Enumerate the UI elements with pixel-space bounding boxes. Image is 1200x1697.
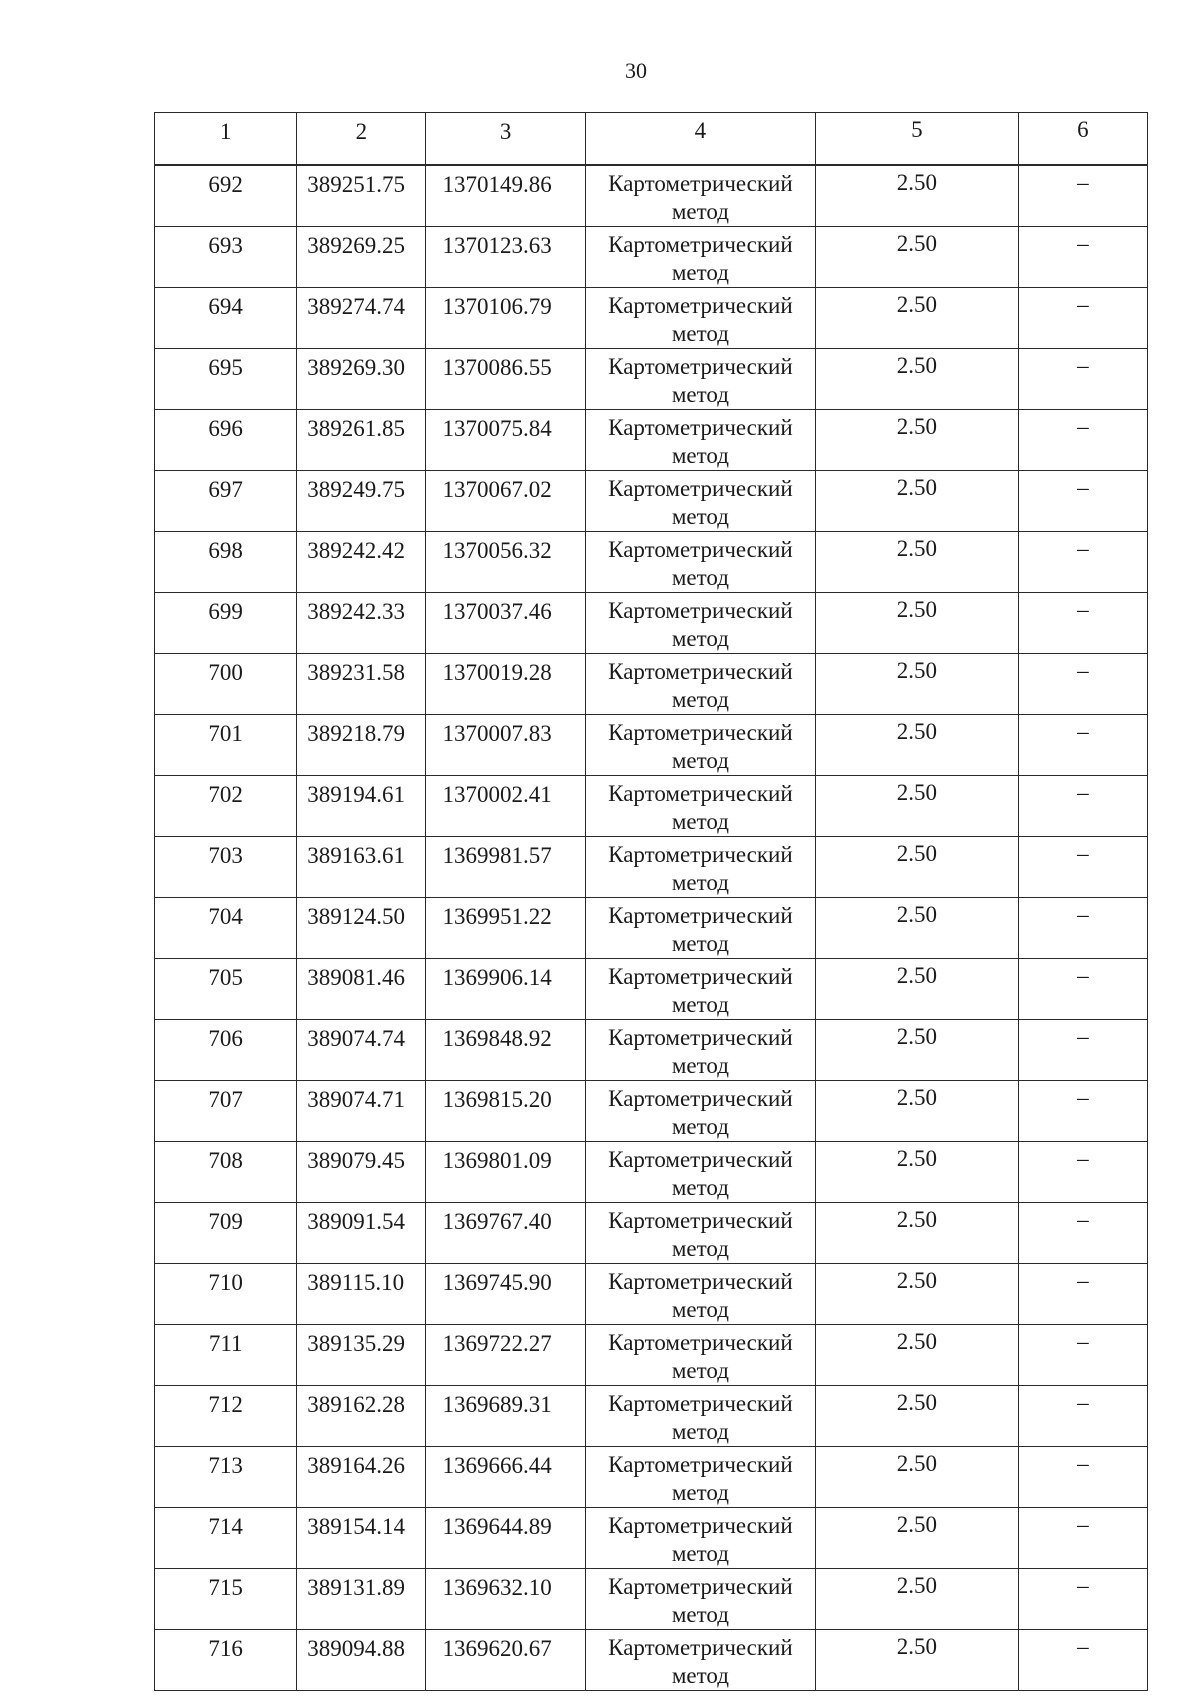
method-line-2: метод <box>671 1296 729 1322</box>
method-cell <box>585 775 815 836</box>
method-cell <box>585 531 815 592</box>
point-number-cell: 711 <box>155 1324 297 1385</box>
table-header <box>155 113 1148 165</box>
method-line-1: Картометрический <box>608 841 793 867</box>
y-coordinate-cell: 1369722.27 <box>426 1324 585 1385</box>
method-cell <box>585 592 815 653</box>
point-number-cell: 700 <box>155 653 297 714</box>
accuracy-cell: 2.50 <box>815 1629 1018 1690</box>
note-cell: – <box>1018 714 1147 775</box>
y-coordinate-cell: 1370086.55 <box>426 348 585 409</box>
table-row <box>155 226 1148 287</box>
method-line-2: метод <box>671 930 729 956</box>
method-line-2: метод <box>671 1174 729 1200</box>
table-row <box>155 1629 1148 1690</box>
note-cell: – <box>1018 1019 1147 1080</box>
method-cell <box>585 1507 815 1568</box>
y-coordinate-cell: 1370075.84 <box>426 409 585 470</box>
x-coordinate-cell: 389154.14 <box>297 1507 426 1568</box>
y-coordinate-cell: 1369815.20 <box>426 1080 585 1141</box>
x-coordinate-cell: 389091.54 <box>297 1202 426 1263</box>
method-cell <box>585 1080 815 1141</box>
point-number-cell: 716 <box>155 1629 297 1690</box>
y-coordinate-cell: 1370019.28 <box>426 653 585 714</box>
accuracy-cell: 2.50 <box>815 1324 1018 1385</box>
table-row <box>155 531 1148 592</box>
x-coordinate-cell: 389124.50 <box>297 897 426 958</box>
point-number-cell: 705 <box>155 958 297 1019</box>
table-row <box>155 1141 1148 1202</box>
accuracy-cell: 2.50 <box>815 1507 1018 1568</box>
method-line-1: Картометрический <box>608 292 793 318</box>
method-cell <box>585 226 815 287</box>
header-row <box>155 113 1148 165</box>
y-coordinate-cell: 1370056.32 <box>426 531 585 592</box>
accuracy-cell: 2.50 <box>815 1202 1018 1263</box>
table-row <box>155 165 1148 227</box>
page-number: 30 <box>625 58 647 83</box>
note-cell: – <box>1018 1324 1147 1385</box>
table-row <box>155 470 1148 531</box>
note-cell: – <box>1018 592 1147 653</box>
method-cell <box>585 1141 815 1202</box>
point-number-cell: 704 <box>155 897 297 958</box>
point-number-cell: 709 <box>155 1202 297 1263</box>
x-coordinate-cell: 389218.79 <box>297 714 426 775</box>
table-body <box>155 165 1148 1691</box>
accuracy-cell: 2.50 <box>815 470 1018 531</box>
x-coordinate-cell: 389269.25 <box>297 226 426 287</box>
y-coordinate-cell: 1369689.31 <box>426 1385 585 1446</box>
x-coordinate-cell: 389163.61 <box>297 836 426 897</box>
method-cell <box>585 1263 815 1324</box>
x-coordinate-cell: 389242.33 <box>297 592 426 653</box>
method-line-1: Картометрический <box>608 414 793 440</box>
y-coordinate-cell: 1370123.63 <box>426 226 585 287</box>
table-row <box>155 958 1148 1019</box>
method-line-1: Картометрический <box>608 231 793 257</box>
accuracy-cell: 2.50 <box>815 531 1018 592</box>
point-number-cell: 710 <box>155 1263 297 1324</box>
y-coordinate-cell: 1369644.89 <box>426 1507 585 1568</box>
note-cell: – <box>1018 775 1147 836</box>
note-cell: – <box>1018 1446 1147 1507</box>
note-cell: – <box>1018 1141 1147 1202</box>
accuracy-cell: 2.50 <box>815 1568 1018 1629</box>
point-number-cell: 706 <box>155 1019 297 1080</box>
accuracy-cell: 2.50 <box>815 592 1018 653</box>
point-number-cell: 693 <box>155 226 297 287</box>
accuracy-cell: 2.50 <box>815 714 1018 775</box>
method-line-1: Картометрический <box>608 1634 793 1660</box>
y-coordinate-cell: 1369801.09 <box>426 1141 585 1202</box>
accuracy-cell: 2.50 <box>815 1019 1018 1080</box>
method-cell <box>585 470 815 531</box>
method-cell <box>585 958 815 1019</box>
method-cell <box>585 897 815 958</box>
header-col-2: 2 <box>297 113 426 165</box>
y-coordinate-cell: 1370037.46 <box>426 592 585 653</box>
y-coordinate-cell: 1369848.92 <box>426 1019 585 1080</box>
note-cell: – <box>1018 1202 1147 1263</box>
table-row <box>155 1446 1148 1507</box>
point-number-cell: 697 <box>155 470 297 531</box>
method-cell <box>585 1385 815 1446</box>
x-coordinate-cell: 389251.75 <box>297 165 426 227</box>
y-coordinate-cell: 1370149.86 <box>426 165 585 227</box>
table-row <box>155 1324 1148 1385</box>
note-cell: – <box>1018 287 1147 348</box>
method-line-1: Картометрический <box>608 597 793 623</box>
x-coordinate-cell: 389242.42 <box>297 531 426 592</box>
method-line-1: Картометрический <box>608 353 793 379</box>
method-line-2: метод <box>671 320 729 346</box>
y-coordinate-cell: 1370002.41 <box>426 775 585 836</box>
method-cell <box>585 348 815 409</box>
method-cell <box>585 409 815 470</box>
method-cell <box>585 1324 815 1385</box>
method-line-1: Картометрический <box>608 719 793 745</box>
x-coordinate-cell: 389081.46 <box>297 958 426 1019</box>
method-cell <box>585 1446 815 1507</box>
method-line-2: метод <box>671 1235 729 1261</box>
x-coordinate-cell: 389162.28 <box>297 1385 426 1446</box>
accuracy-cell: 2.50 <box>815 409 1018 470</box>
x-coordinate-cell: 389261.85 <box>297 409 426 470</box>
point-number-cell: 698 <box>155 531 297 592</box>
method-line-1: Картометрический <box>608 1268 793 1294</box>
x-coordinate-cell: 389194.61 <box>297 775 426 836</box>
note-cell: – <box>1018 165 1147 227</box>
method-line-1: Картометрический <box>608 1085 793 1111</box>
method-line-2: метод <box>671 991 729 1017</box>
method-cell <box>585 1629 815 1690</box>
method-cell <box>585 714 815 775</box>
header-col-3: 3 <box>426 113 585 165</box>
method-line-2: метод <box>671 442 729 468</box>
method-line-1: Картометрический <box>608 475 793 501</box>
accuracy-cell: 2.50 <box>815 1080 1018 1141</box>
method-line-2: метод <box>671 198 729 224</box>
method-line-1: Картометрический <box>608 1024 793 1050</box>
method-line-2: метод <box>671 808 729 834</box>
table-row <box>155 1568 1148 1629</box>
method-line-1: Картометрический <box>608 536 793 562</box>
y-coordinate-cell: 1369767.40 <box>426 1202 585 1263</box>
note-cell: – <box>1018 897 1147 958</box>
note-cell: – <box>1018 1568 1147 1629</box>
point-number-cell: 707 <box>155 1080 297 1141</box>
note-cell: – <box>1018 470 1147 531</box>
point-number-cell: 708 <box>155 1141 297 1202</box>
point-number-cell: 712 <box>155 1385 297 1446</box>
x-coordinate-cell: 389135.29 <box>297 1324 426 1385</box>
method-cell <box>585 165 815 227</box>
method-line-2: метод <box>671 686 729 712</box>
x-coordinate-cell: 389094.88 <box>297 1629 426 1690</box>
header-col-4: 4 <box>585 113 815 165</box>
point-number-cell: 699 <box>155 592 297 653</box>
accuracy-cell: 2.50 <box>815 1263 1018 1324</box>
y-coordinate-cell: 1369906.14 <box>426 958 585 1019</box>
method-line-1: Картометрический <box>608 902 793 928</box>
x-coordinate-cell: 389131.89 <box>297 1568 426 1629</box>
note-cell: – <box>1018 226 1147 287</box>
header-col-1: 1 <box>155 113 297 165</box>
method-line-1: Картометрический <box>608 170 793 196</box>
y-coordinate-cell: 1370007.83 <box>426 714 585 775</box>
point-number-cell: 695 <box>155 348 297 409</box>
header-col-6: 6 <box>1018 113 1147 165</box>
table-row <box>155 1263 1148 1324</box>
y-coordinate-cell: 1370106.79 <box>426 287 585 348</box>
method-line-2: метод <box>671 564 729 590</box>
note-cell: – <box>1018 1385 1147 1446</box>
method-line-1: Картометрический <box>608 658 793 684</box>
table-row <box>155 348 1148 409</box>
y-coordinate-cell: 1370067.02 <box>426 470 585 531</box>
table-row <box>155 714 1148 775</box>
y-coordinate-cell: 1369620.67 <box>426 1629 585 1690</box>
point-number-cell: 702 <box>155 775 297 836</box>
x-coordinate-cell: 389274.74 <box>297 287 426 348</box>
method-cell <box>585 1202 815 1263</box>
method-line-2: метод <box>671 869 729 895</box>
table-row <box>155 775 1148 836</box>
table-row <box>155 1080 1148 1141</box>
table-row <box>155 287 1148 348</box>
table-row <box>155 897 1148 958</box>
x-coordinate-cell: 389164.26 <box>297 1446 426 1507</box>
table-row <box>155 1019 1148 1080</box>
accuracy-cell: 2.50 <box>815 348 1018 409</box>
method-line-2: метод <box>671 1418 729 1444</box>
note-cell: – <box>1018 958 1147 1019</box>
table-row <box>155 653 1148 714</box>
method-line-2: метод <box>671 1113 729 1139</box>
point-number-cell: 703 <box>155 836 297 897</box>
accuracy-cell: 2.50 <box>815 1446 1018 1507</box>
method-line-2: метод <box>671 381 729 407</box>
point-number-cell: 715 <box>155 1568 297 1629</box>
x-coordinate-cell: 389115.10 <box>297 1263 426 1324</box>
point-number-cell: 692 <box>155 165 297 227</box>
method-line-1: Картометрический <box>608 1573 793 1599</box>
y-coordinate-cell: 1369745.90 <box>426 1263 585 1324</box>
method-line-2: метод <box>671 1357 729 1383</box>
note-cell: – <box>1018 409 1147 470</box>
method-line-1: Картометрический <box>608 780 793 806</box>
x-coordinate-cell: 389079.45 <box>297 1141 426 1202</box>
method-line-2: метод <box>671 625 729 651</box>
method-line-2: метод <box>671 503 729 529</box>
note-cell: – <box>1018 1629 1147 1690</box>
method-line-1: Картометрический <box>608 1390 793 1416</box>
note-cell: – <box>1018 653 1147 714</box>
method-line-1: Картометрический <box>608 1146 793 1172</box>
y-coordinate-cell: 1369951.22 <box>426 897 585 958</box>
accuracy-cell: 2.50 <box>815 1385 1018 1446</box>
method-line-2: метод <box>671 1662 729 1688</box>
method-line-2: метод <box>671 747 729 773</box>
accuracy-cell: 2.50 <box>815 1141 1018 1202</box>
method-line-2: метод <box>671 1479 729 1505</box>
note-cell: – <box>1018 1507 1147 1568</box>
table-row <box>155 1202 1148 1263</box>
method-line-1: Картометрический <box>608 1451 793 1477</box>
method-line-1: Картометрический <box>608 1207 793 1233</box>
table-row <box>155 409 1148 470</box>
x-coordinate-cell: 389269.30 <box>297 348 426 409</box>
accuracy-cell: 2.50 <box>815 653 1018 714</box>
table-row <box>155 1385 1148 1446</box>
x-coordinate-cell: 389074.71 <box>297 1080 426 1141</box>
table-row <box>155 1507 1148 1568</box>
y-coordinate-cell: 1369666.44 <box>426 1446 585 1507</box>
method-line-1: Картометрический <box>608 1329 793 1355</box>
method-cell <box>585 1568 815 1629</box>
table-row <box>155 592 1148 653</box>
header-col-5: 5 <box>815 113 1018 165</box>
accuracy-cell: 2.50 <box>815 775 1018 836</box>
method-line-2: метод <box>671 1601 729 1627</box>
point-number-cell: 714 <box>155 1507 297 1568</box>
method-line-1: Картометрический <box>608 1512 793 1538</box>
accuracy-cell: 2.50 <box>815 287 1018 348</box>
note-cell: – <box>1018 1263 1147 1324</box>
point-number-cell: 694 <box>155 287 297 348</box>
point-number-cell: 713 <box>155 1446 297 1507</box>
method-cell <box>585 1019 815 1080</box>
note-cell: – <box>1018 1080 1147 1141</box>
y-coordinate-cell: 1369981.57 <box>426 836 585 897</box>
method-line-2: метод <box>671 1052 729 1078</box>
method-cell <box>585 653 815 714</box>
accuracy-cell: 2.50 <box>815 836 1018 897</box>
accuracy-cell: 2.50 <box>815 165 1018 227</box>
method-cell <box>585 287 815 348</box>
y-coordinate-cell: 1369632.10 <box>426 1568 585 1629</box>
point-number-cell: 701 <box>155 714 297 775</box>
method-line-2: метод <box>671 259 729 285</box>
table-row <box>155 836 1148 897</box>
note-cell: – <box>1018 531 1147 592</box>
x-coordinate-cell: 389249.75 <box>297 470 426 531</box>
note-cell: – <box>1018 348 1147 409</box>
method-cell <box>585 836 815 897</box>
point-number-cell: 696 <box>155 409 297 470</box>
coordinates-table <box>154 112 1148 1691</box>
accuracy-cell: 2.50 <box>815 897 1018 958</box>
method-line-1: Картометрический <box>608 963 793 989</box>
note-cell: – <box>1018 836 1147 897</box>
x-coordinate-cell: 389231.58 <box>297 653 426 714</box>
accuracy-cell: 2.50 <box>815 226 1018 287</box>
method-line-2: метод <box>671 1540 729 1566</box>
accuracy-cell: 2.50 <box>815 958 1018 1019</box>
x-coordinate-cell: 389074.74 <box>297 1019 426 1080</box>
